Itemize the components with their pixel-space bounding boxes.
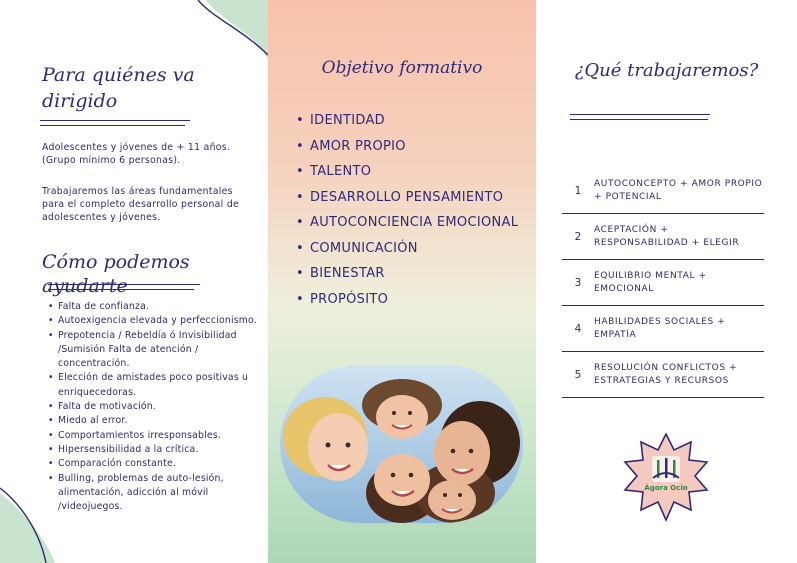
topic-text: AUTOCONCEPTO + AMOR PROPIO + POTENCIAL: [594, 179, 763, 202]
topic-row: [562, 168, 764, 214]
list-item: • COMUNICACIÓN: [296, 236, 531, 262]
left-panel: [0, 0, 268, 563]
topic-text: EQUILIBRIO MENTAL + EMOCIONAL: [594, 271, 707, 294]
list-item: • BIENESTAR: [296, 261, 531, 287]
list-item: • Falta de confianza.: [48, 300, 258, 314]
topic-number: 2: [574, 230, 582, 243]
topics-list: [562, 168, 764, 398]
title-underline: [40, 120, 190, 121]
list-item: • AMOR PROPIO: [296, 134, 531, 160]
objective-list: [296, 108, 531, 312]
topic-number: 5: [574, 368, 582, 381]
topics-title: ¿Qué trabajaremos?: [574, 60, 759, 81]
list-item: • Autoexigencia elevada y perfeccionismo.: [48, 314, 258, 328]
list-item: • DESARROLLO PENSAMIENTO: [296, 185, 531, 211]
list-item: • Falta de motivación.: [48, 400, 258, 414]
list-item: • Comportamientos irresponsables.: [48, 429, 258, 443]
audience-paragraph: Adolescentes y jóvenes de + 11 años. (Grupo mínimo 6 personas).: [42, 142, 231, 166]
title-underline: [48, 289, 194, 290]
list-item: • Bulling, problemas de auto-lesión, alimentación, adicción al móvil /videojuegos.: [48, 472, 258, 515]
agora-ocio-logo: [619, 430, 713, 524]
list-item: • Elección de amistades poco positivas u enriquecedoras.: [48, 371, 258, 400]
list-item: • IDENTIDAD: [296, 108, 531, 134]
list-item: • PROPÓSITO: [296, 287, 531, 313]
list-item: • Prepotencia / Rebeldía ó Invisibilidad /Sumisión Falta de atención / concentración.: [48, 329, 258, 372]
topic-row: [562, 260, 764, 306]
topic-row: [562, 352, 764, 398]
target-audience-title: Para quiénes va dirigido: [42, 64, 195, 112]
topic-text: RESOLUCIÓN CONFLICTOS + ESTRATEGIAS Y RECURSOS: [594, 363, 738, 386]
title-underline: [40, 125, 185, 126]
list-item: • AUTOCONCIENCIA EMOCIONAL: [296, 210, 531, 236]
title-underline: [48, 284, 200, 285]
topic-number: 4: [574, 322, 582, 335]
list-item: • TALENTO: [296, 159, 531, 185]
list-item: • Miedo al error.: [48, 414, 258, 428]
right-panel: [536, 0, 797, 563]
title-underline: [570, 114, 710, 115]
objective-title: Objetivo formativo: [321, 58, 483, 78]
middle-panel: [268, 0, 536, 563]
topic-number: 3: [574, 276, 582, 289]
help-title: Cómo podemos ayudarte: [42, 251, 190, 297]
teens-group-photo: [280, 365, 523, 523]
list-item: • Hipersensibilidad a la crítica.: [48, 443, 258, 457]
areas-paragraph: Trabajaremos las áreas fundamentales para el completo desarrollo personal de adolescentes y jóvenes.: [42, 186, 240, 223]
help-list: [48, 300, 258, 514]
title-underline: [570, 119, 708, 120]
topic-text: HABILIDADES SOCIALES + EMPATÍA: [594, 317, 726, 340]
topic-number: 1: [574, 184, 582, 197]
list-item: • Comparación constante.: [48, 457, 258, 471]
topic-row: [562, 214, 764, 260]
topic-row: [562, 306, 764, 352]
logo-text: Ágora Ocio: [644, 484, 688, 492]
topic-text: ACEPTACIÓN + RESPONSABILIDAD + ELEGIR: [594, 225, 740, 248]
